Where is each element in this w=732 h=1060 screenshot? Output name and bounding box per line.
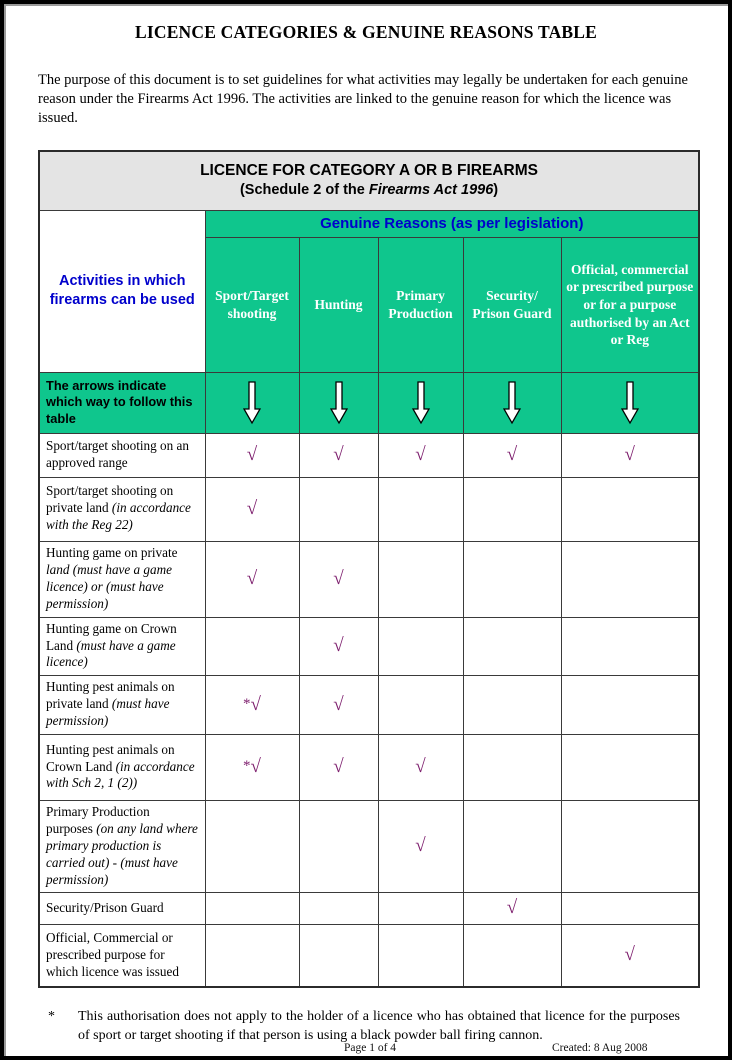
matrix-cell — [205, 893, 299, 925]
down-arrow-icon — [621, 381, 639, 425]
column-header-security-prison-guard: Security/ Prison Guard — [463, 237, 561, 372]
row-label-plain: Primary Production purposes — [46, 803, 150, 836]
row-label — [39, 800, 205, 892]
matrix-cell — [561, 925, 699, 988]
matrix-cell — [378, 734, 463, 800]
down-arrow-icon — [243, 381, 261, 425]
matrix-cell — [561, 893, 699, 925]
matrix-cell — [378, 433, 463, 477]
footnote-text: This authorisation does not apply to the holder of a licence who has obtained that licence for the purposes of sport or target shooting if that person is using a black powder ball firing cannon. — [78, 1009, 680, 1044]
arrow-cell-sport-target-shooting — [205, 372, 299, 433]
row-label-italic: (on any land where primary production is carried out) - (must have permission) — [46, 820, 198, 887]
arrow-cell-official-commercial — [561, 372, 699, 433]
matrix-cell — [561, 477, 699, 541]
matrix-cell — [378, 676, 463, 735]
activities-header-cell: Activities in which firearms can be used — [39, 210, 205, 372]
banner-cell — [39, 151, 699, 210]
page-title: LICENCE CATEGORIES & GENUINE REASONS TABLE — [134, 22, 598, 42]
table-row — [39, 541, 699, 617]
check-mark-icon: √ — [333, 756, 344, 778]
matrix-cell — [463, 893, 561, 925]
matrix-cell — [463, 541, 561, 617]
check-mark-icon: √ — [506, 443, 518, 465]
down-arrow-icon — [412, 381, 430, 425]
row-label-italic: (in accordance with the Reg 22) — [46, 500, 191, 533]
check-mark-icon: √ — [333, 443, 344, 465]
matrix-cell — [299, 893, 378, 925]
check-mark-icon: √ — [624, 443, 635, 465]
row-label-plain: Hunting game on Crown Land — [46, 620, 177, 653]
check-mark-icon: √ — [333, 693, 344, 715]
check-mark-icon: √ — [415, 443, 426, 465]
check-mark-icon: √ — [624, 944, 635, 966]
check-mark-icon: √ — [415, 835, 426, 857]
matrix-cell — [299, 617, 378, 676]
matrix-cell — [205, 477, 299, 541]
banner-suffix: ) — [493, 182, 499, 199]
intro-paragraph: The purpose of this document is to set guidelines for what activities may legally be undertaken for each genuine reason under the Firearms Act 1996. The activities are linked to the genuine reason for which the licence was issued. — [38, 72, 688, 127]
check-mark-icon: √ — [333, 635, 344, 657]
column-header-hunting: Hunting — [299, 237, 378, 372]
arrow-cell-hunting — [299, 372, 378, 433]
row-label — [39, 433, 205, 477]
matrix-cell — [378, 893, 463, 925]
matrix-cell — [561, 617, 699, 676]
row-label-plain: Sport/target shooting on private land — [46, 483, 174, 516]
matrix-cell — [463, 925, 561, 988]
banner-act-italic: Firearms Act 1996 — [368, 182, 494, 199]
row-label-plain: Security/Prison Guard — [46, 899, 164, 915]
matrix-cell — [299, 541, 378, 617]
matrix-cell — [378, 800, 463, 892]
column-header-sport-target-shooting: Sport/Target shooting — [205, 237, 299, 372]
footer-created-date: Created: 8 Aug 2008 — [552, 1042, 648, 1054]
matrix-cell — [205, 676, 299, 735]
check-mark-icon: √ — [250, 756, 261, 778]
row-label-italic: (in accordance with Sch 2, 1 (2)) — [46, 758, 195, 791]
table-row — [39, 676, 699, 735]
banner-line-1: LICENCE FOR CATEGORY A OR B FIREARMS — [200, 162, 538, 180]
check-mark-icon: √ — [506, 897, 518, 919]
matrix-cell — [378, 925, 463, 988]
row-label-plain: Hunting pest animals on private land — [46, 679, 175, 712]
table-row — [39, 734, 699, 800]
table-row — [39, 800, 699, 892]
table-row — [39, 925, 699, 988]
matrix-cell — [299, 433, 378, 477]
matrix-cell — [299, 676, 378, 735]
page-content — [4, 4, 728, 1056]
matrix-cell — [205, 617, 299, 676]
matrix-cell — [299, 734, 378, 800]
arrow-cell-security-prison-guard — [463, 372, 561, 433]
row-label — [39, 541, 205, 617]
matrix-cell — [378, 617, 463, 676]
row-label — [39, 925, 205, 988]
row-label-italic: (must have a game licence) — [46, 637, 176, 670]
footnote — [38, 1008, 694, 1046]
column-header-primary-production: Primary Production — [378, 237, 463, 372]
matrix-cell — [205, 800, 299, 892]
down-arrow-icon — [330, 381, 348, 425]
matrix-cell — [378, 477, 463, 541]
genuine-reasons-row — [39, 210, 699, 237]
matrix-cell — [463, 676, 561, 735]
matrix-cell — [299, 477, 378, 541]
down-arrow-icon — [503, 381, 521, 425]
matrix-cell — [463, 734, 561, 800]
table-row — [39, 477, 699, 541]
matrix-cell — [205, 433, 299, 477]
table-banner-row — [39, 151, 699, 210]
row-label-plain: Sport/target shooting on an approved range — [46, 437, 189, 470]
matrix-cell — [299, 925, 378, 988]
footer-page-number: Page 1 of 4 — [344, 1042, 397, 1054]
matrix-cell — [205, 541, 299, 617]
row-label — [39, 734, 205, 800]
matrix-cell — [561, 734, 699, 800]
matrix-cell — [561, 676, 699, 735]
table-row — [39, 893, 699, 925]
table-row — [39, 433, 699, 477]
row-label-plain: Hunting pest animals on Crown Land — [46, 741, 175, 774]
matrix-cell — [299, 800, 378, 892]
arrow-cell-primary-production — [378, 372, 463, 433]
arrows-instruction-label: The arrows indicate which way to follow this table — [39, 372, 205, 433]
matrix-cell — [205, 734, 299, 800]
matrix-cell — [463, 800, 561, 892]
check-mark-icon: √ — [246, 567, 258, 589]
check-mark-icon: √ — [415, 756, 426, 778]
row-label-italic: (must have permission) — [46, 696, 170, 729]
matrix-cell — [463, 433, 561, 477]
row-label — [39, 617, 205, 676]
matrix-cell — [463, 617, 561, 676]
check-mark-icon: √ — [246, 497, 258, 519]
matrix-cell — [205, 925, 299, 988]
genuine-reasons-header: Genuine Reasons (as per legislation) — [205, 210, 699, 237]
matrix-cell — [378, 541, 463, 617]
table-row — [39, 617, 699, 676]
row-label — [39, 893, 205, 925]
matrix-cell — [561, 800, 699, 892]
arrows-row — [39, 372, 699, 433]
column-header-official-commercial: Official, commercial or prescribed purpose or for a purpose authorised by an Act or Reg — [561, 237, 699, 372]
check-mark-icon: √ — [250, 693, 261, 715]
check-mark-icon: √ — [333, 567, 344, 589]
matrix-cell — [561, 541, 699, 617]
banner-line-2 — [44, 181, 694, 200]
asterisk-marker: * — [243, 758, 251, 775]
licence-matrix-wrapper — [38, 150, 694, 988]
check-mark-icon: √ — [246, 443, 258, 465]
row-label — [39, 477, 205, 541]
asterisk-marker: * — [243, 695, 251, 712]
matrix-cell — [561, 433, 699, 477]
row-label — [39, 676, 205, 735]
matrix-cell — [463, 477, 561, 541]
licence-matrix-table — [38, 150, 700, 988]
banner-prefix: (Schedule 2 of the — [239, 182, 369, 199]
row-label-plain: Official, Commercial or prescribed purpose for which licence was issued — [46, 930, 179, 979]
row-label-plain: Hunting game on private — [46, 544, 178, 560]
row-label-italic: land (must have a game licence) or (must have permission) — [46, 561, 172, 611]
footnote-marker: * — [48, 1009, 55, 1025]
